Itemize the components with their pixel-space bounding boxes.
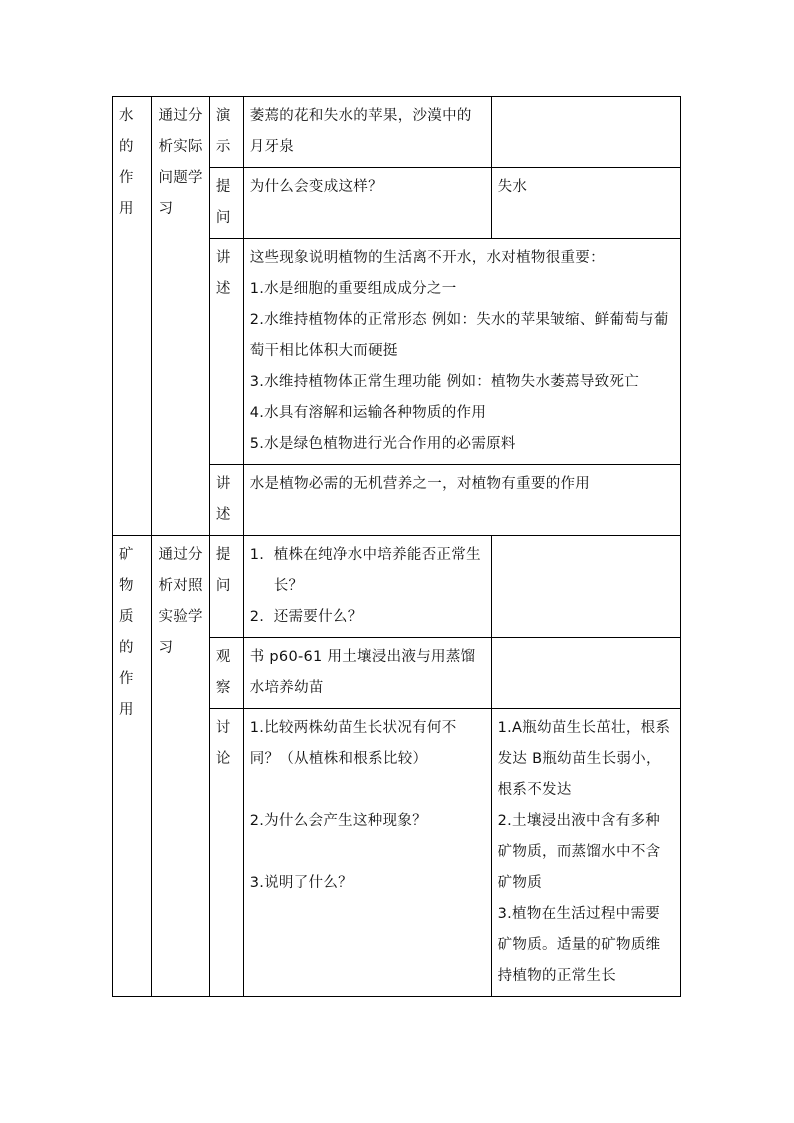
discussion-answer: 2.土壤浸出液中含有多种矿物质，而蒸馏水中不含矿物质 — [497, 813, 661, 891]
water-lecture2-label: 讲述 — [209, 465, 243, 536]
mineral-observe-content: 书 p60-61 用土壤浸出液与用蒸馏水培养幼苗 — [243, 638, 491, 709]
discussion-answer: 3.植物在生活过程中需要矿物质。适量的矿物质维持植物的正常生长 — [497, 906, 661, 984]
mineral-question-2-number: 2. — [249, 609, 265, 625]
discussion-question: 2.为什么会产生这种现象？ — [249, 813, 427, 829]
water-lecture1-label: 讲述 — [209, 239, 243, 465]
mineral-question-answer — [491, 536, 680, 638]
water-point: 5.水是绿色植物进行光合作用的必需原料 — [249, 436, 516, 452]
water-topic-cell: 水的作用 — [113, 97, 152, 536]
water-demo-row — [113, 97, 681, 168]
mineral-question-row — [113, 536, 681, 638]
mineral-observe-label: 观察 — [209, 638, 243, 709]
mineral-question-1-number: 1. — [249, 547, 265, 563]
water-point: 4.水具有溶解和运输各种物质的作用 — [249, 405, 487, 421]
mineral-topic-cell: 矿物质的作用 — [113, 536, 152, 997]
mineral-question-2 — [250, 602, 485, 633]
mineral-question-1-text: 植株在纯净水中培养能否正常生长？ — [273, 547, 481, 594]
mineral-discussion-questions — [243, 709, 491, 997]
discussion-answer: 1.A瓶幼苗生长茁壮，根系发达 B瓶幼苗生长弱小，根系不发达 — [497, 720, 671, 798]
water-point: 1.水是细胞的重要组成成分之一 — [249, 281, 457, 297]
mineral-observe-note — [491, 638, 680, 709]
mineral-question-2-text: 还需要什么？ — [273, 609, 363, 625]
water-question-label: 提问 — [209, 168, 243, 239]
mineral-question-1 — [250, 540, 485, 602]
mineral-discussion-answers — [491, 709, 680, 997]
water-point: 2.水维持植物体的正常形态 例如：失水的苹果皱缩、鲜葡萄与葡萄干相比体积大而硬挺 — [249, 312, 669, 359]
mineral-question-content — [243, 536, 491, 638]
water-lecture2-content: 水是植物必需的无机营养之一，对植物有重要的作用 — [243, 465, 680, 536]
mineral-discussion-label: 讨论 — [209, 709, 243, 997]
water-demo-content: 萎蔫的花和失水的苹果，沙漠中的月牙泉 — [243, 97, 491, 168]
water-demo-note — [491, 97, 680, 168]
water-point: 3.水维持植物体正常生理功能 例如：植物失水萎蔫导致死亡 — [249, 374, 640, 390]
water-lecture1-content — [243, 239, 680, 465]
discussion-question: 3.说明了什么？ — [249, 875, 353, 891]
mineral-method-cell: 通过分析对照实验学习 — [152, 536, 209, 997]
water-demo-label: 演示 — [209, 97, 243, 168]
water-question-content: 为什么会变成这样？ — [243, 168, 491, 239]
mineral-question-label: 提问 — [209, 536, 243, 638]
water-method-cell: 通过分析实际问题学习 — [152, 97, 209, 536]
water-lecture1-intro: 这些现象说明植物的生活离不开水，水对植物很重要： — [249, 250, 605, 266]
discussion-question: 1.比较两株幼苗生长状况有何不同？（从植株和根系比较） — [249, 720, 457, 767]
water-question-answer: 失水 — [491, 168, 680, 239]
lesson-plan-table — [112, 96, 681, 997]
